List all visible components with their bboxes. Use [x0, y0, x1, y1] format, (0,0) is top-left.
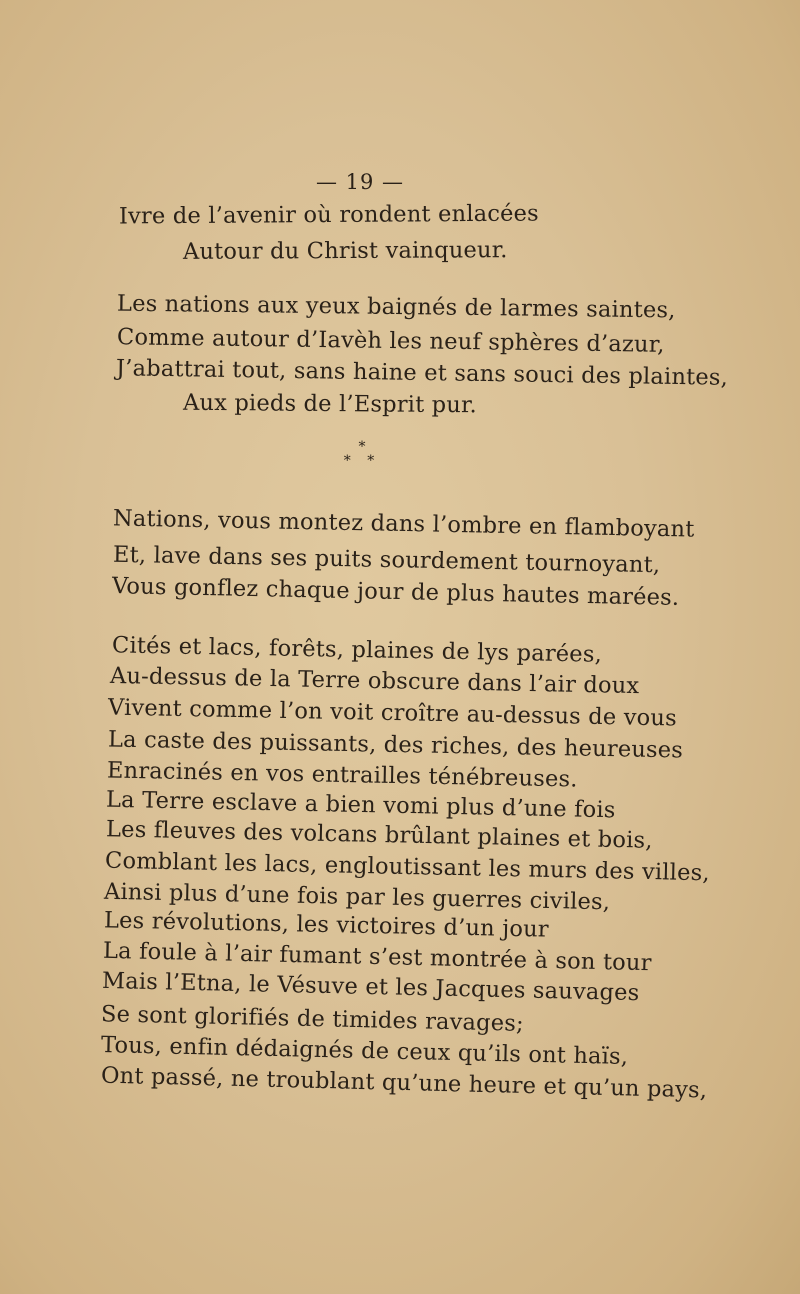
verse-line: Et, lave dans ses puits sourdement tournoyant,: [112, 541, 661, 579]
asterism-top: *: [358, 439, 366, 455]
verse-line: La foule à l’air fumant s’est montrée à son tour: [102, 937, 652, 977]
verse-line: Enracinés en vos entrailles ténébreuses.: [106, 757, 578, 793]
asterism: [342, 440, 382, 468]
asterism-bottom: * *: [343, 453, 381, 469]
verse-line: Comme autour d’Iavèh les neuf sphères d’azur,: [116, 324, 665, 358]
verse-line: Autour du Christ vainqueur.: [182, 237, 508, 265]
verse-line: Ont passé, ne troublant qu’une heure et qu’un pays,: [100, 1062, 708, 1104]
verse-line: Mais l’Etna, le Vésuve et les Jacques sauvages: [101, 967, 640, 1007]
verse-line: Les révolutions, les victoires d’un jour: [103, 907, 550, 943]
verse-line: Nations, vous montez dans l’ombre en flamboyant: [112, 505, 695, 543]
verse-line: La Terre esclave a bien vomi plus d’une fois: [105, 786, 616, 824]
verse-line: Cités et lacs, forêts, plaines de lys parées,: [111, 632, 603, 668]
verse-line: La caste des puissants, des riches, des heureuses: [107, 726, 684, 764]
verse-line: Se sont glorifiés de timides ravages;: [100, 1001, 525, 1037]
verse-line: Vivent comme l’on voit croître au-dessus de vous: [107, 694, 678, 732]
page-number: — 19 —: [315, 170, 405, 194]
verse-line: J’abattrai tout, sans haine et sans souci des plaintes,: [115, 355, 729, 391]
verse-line: Les fleuves des volcans brûlant plaines et bois,: [105, 816, 653, 854]
verse-line: Comblant les lacs, engloutissant les murs des villes,: [104, 847, 710, 887]
verse-line: Aux pieds de l’Esprit pur.: [182, 389, 477, 419]
verse-line: Ivre de l’avenir où rondent enlacées: [118, 200, 539, 230]
verse-line: Vous gonflez chaque jour de plus hautes marées.: [111, 573, 680, 611]
verse-line: Les nations aux yeux baignés de larmes saintes,: [116, 290, 676, 324]
verse-line: Tous, enfin dédaignés de ceux qu’ils ont haïs,: [100, 1032, 629, 1070]
verse-line: Ainsi plus d’une fois par les guerres civiles,: [103, 878, 611, 916]
verse-line: Au-dessus de la Terre obscure dans l’air doux: [109, 662, 640, 700]
